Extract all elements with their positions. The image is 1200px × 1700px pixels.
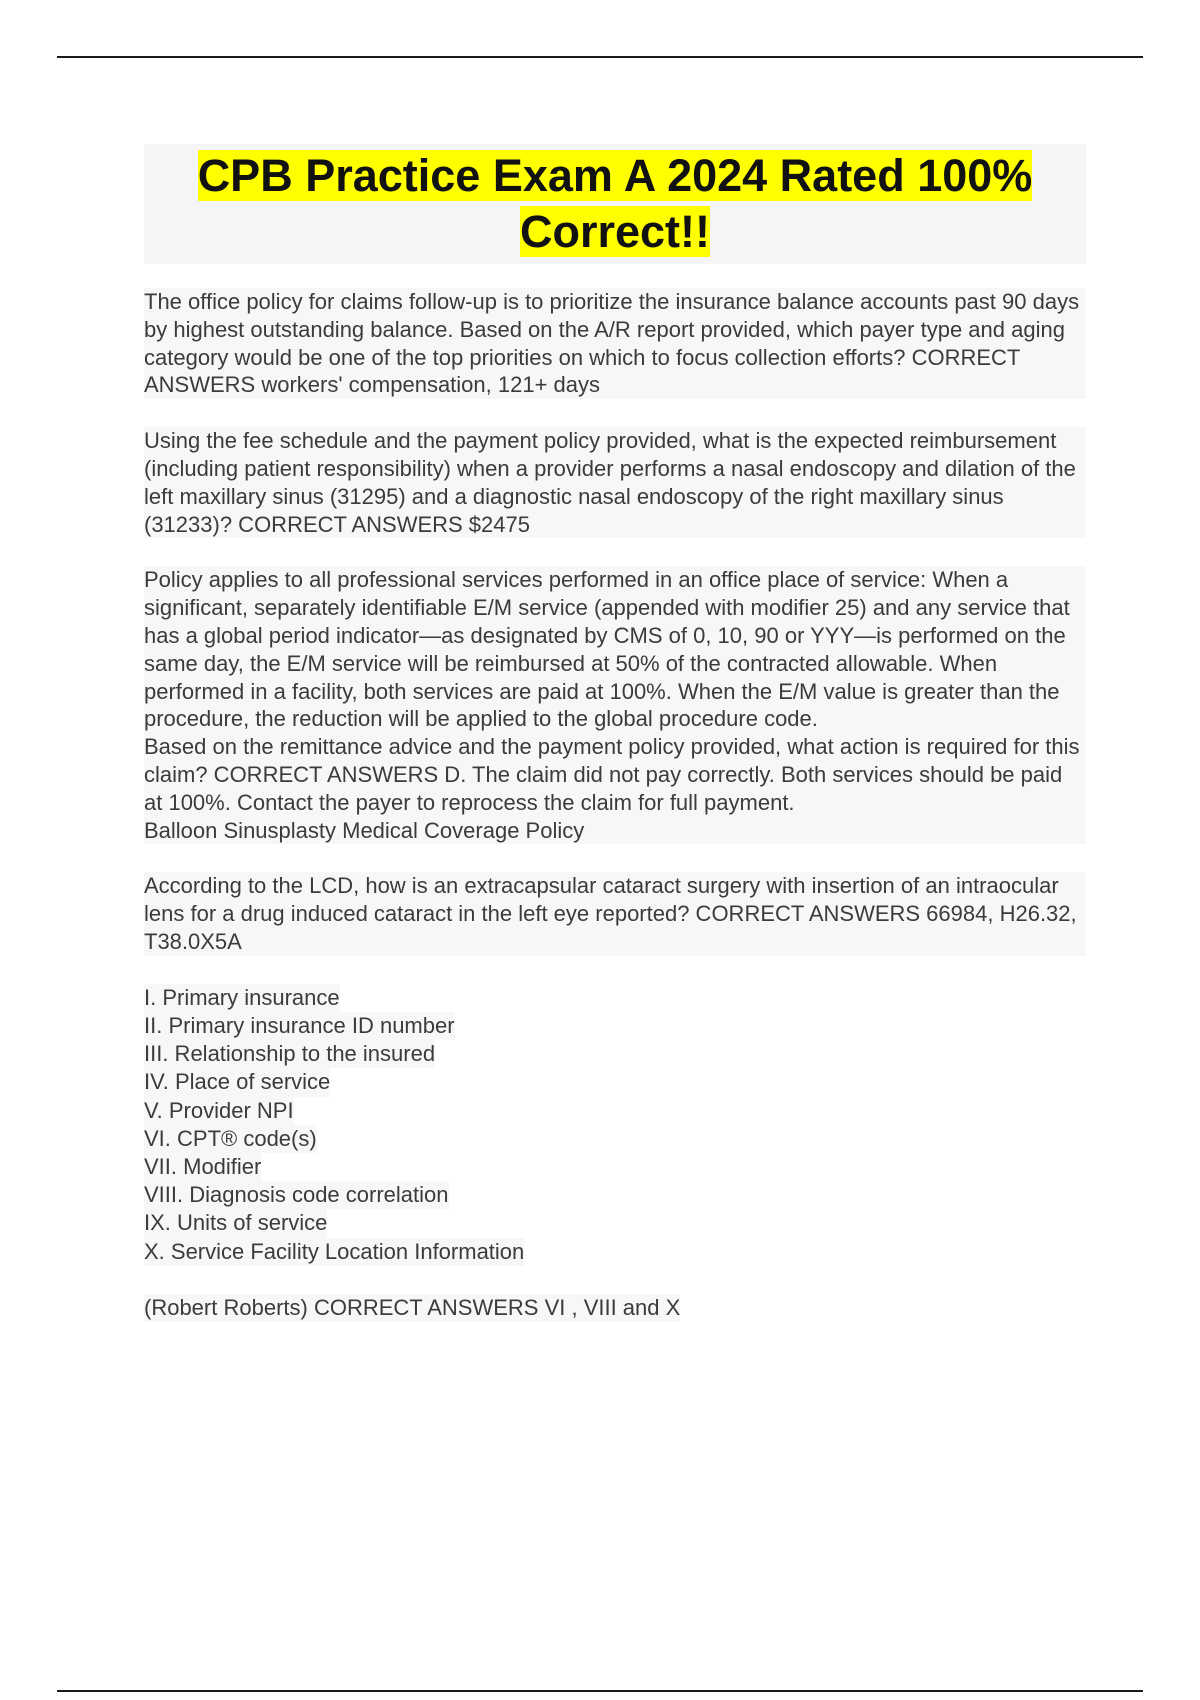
list-item: VIII. Diagnosis code correlation <box>144 1181 449 1209</box>
question-4: According to the LCD, how is an extracapsular cataract surgery with insertion of an intraocular lens for a drug induced cataract in the left eye reported? CORRECT ANSWERS 66984, H26.32, T38.0X5A <box>144 872 1086 955</box>
list-item: IX. Units of service <box>144 1209 327 1237</box>
list-item: IV. Place of service <box>144 1068 330 1096</box>
list-item: VI. CPT® code(s) <box>144 1125 317 1153</box>
list-item: VII. Modifier <box>144 1153 261 1181</box>
list-item: II. Primary insurance ID number <box>144 1012 455 1040</box>
top-rule <box>57 56 1143 58</box>
title-box <box>144 144 1086 264</box>
document-body <box>144 144 1086 1350</box>
claim-elements-list <box>144 984 1086 1266</box>
question-2: Using the fee schedule and the payment policy provided, what is the expected reimbursement (including patient responsibility) when a provider performs a nasal endoscopy and dilation of the left maxillary sinus (31295) and a diagnostic nasal endoscopy of the right maxillary sinus (31233)? CORRECT ANSWERS $2475 <box>144 427 1086 538</box>
list-item: III. Relationship to the insured <box>144 1040 435 1068</box>
question-1: The office policy for claims follow-up is to prioritize the insurance balance accounts past 90 days by highest outstanding balance. Based on the A/R report provided, which payer type and aging category would be one of the top priorities on which to focus collection efforts? CORRECT ANSWERS workers' compensation, 121+ days <box>144 289 1086 398</box>
list-item: X. Service Facility Location Information <box>144 1238 524 1266</box>
question-3: Policy applies to all professional services performed in an office place of service: When a significant, separately identifiable E/M service (appended with modifier 25) and any service that has a global period indicator—as designated by CMS of 0, 10, 90 or YYY—is performed on the same day, the E/M service will be reimbursed at 50% of the contracted allowable. When performed in a facility, both services are paid at 100%. When the E/M value is greater than the procedure, the reduction will be applied to the global procedure code. Based on the remittance advice and the payment policy provided, what action is required for this claim? CORRECT ANSWERS D. The claim did not pay correctly. Both services should be paid at 100%. Contact the payer to reprocess the claim for full payment. Balloon Sinusplasty Medical Coverage Policy <box>144 566 1086 844</box>
list-item: V. Provider NPI <box>144 1097 294 1125</box>
document-title: CPB Practice Exam A 2024 Rated 100% Correct!! <box>197 150 1033 257</box>
bottom-rule <box>57 1690 1143 1692</box>
final-answer: (Robert Roberts) CORRECT ANSWERS VI , VIII and X <box>144 1294 681 1320</box>
list-item: I. Primary insurance <box>144 984 340 1012</box>
